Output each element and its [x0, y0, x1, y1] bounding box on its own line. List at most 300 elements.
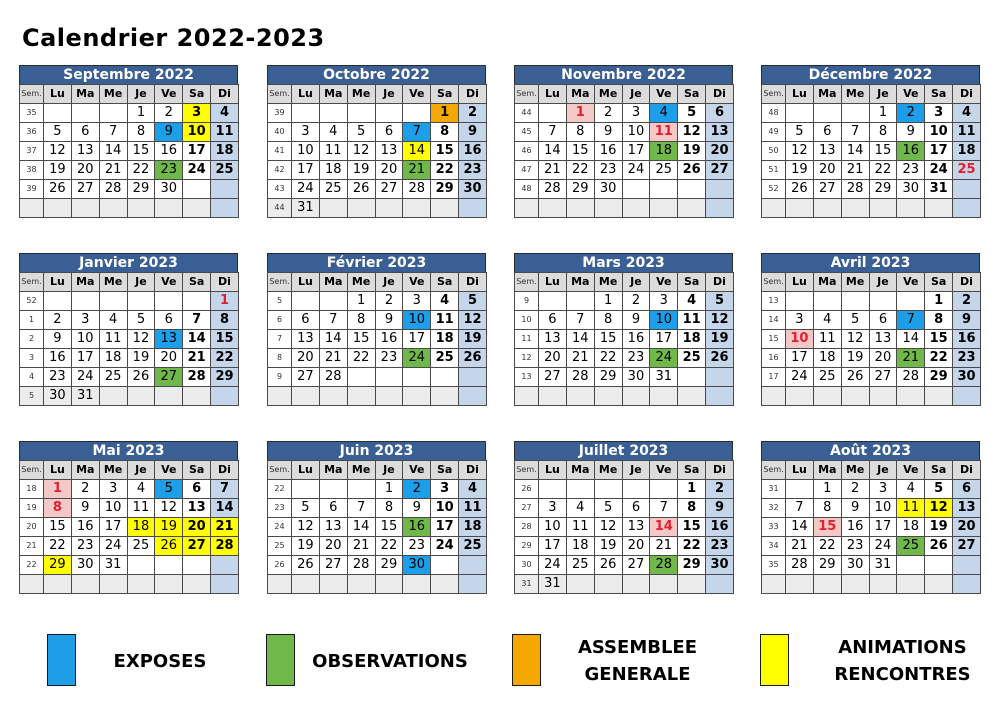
week-number: 31: [515, 575, 539, 594]
month-title: Avril 2023: [761, 253, 980, 272]
day-cell: [347, 575, 375, 594]
day-cell: 30: [841, 556, 869, 575]
week-number-header: Sem.: [762, 85, 786, 104]
weekday-header-je: Je: [127, 85, 155, 104]
day-cell: 27: [183, 537, 211, 556]
day-cell: 21: [566, 349, 594, 368]
day-cell: 16: [403, 518, 431, 537]
weekday-header-row: [762, 273, 981, 292]
day-cell: 19: [44, 161, 72, 180]
week-number: 35: [762, 556, 786, 575]
day-cell: [459, 368, 487, 387]
week-row: [20, 123, 239, 142]
day-cell: [813, 575, 841, 594]
week-number: 36: [20, 123, 44, 142]
week-row: [762, 499, 981, 518]
day-cell: 16: [706, 518, 734, 537]
day-cell: 1: [431, 104, 459, 123]
week-row: [762, 349, 981, 368]
day-cell: 11: [99, 330, 127, 349]
weekday-header-je: Je: [375, 461, 403, 480]
weekday-header-row: [268, 273, 487, 292]
weekday-header-sa: Sa: [431, 461, 459, 480]
weekday-header-ve: Ve: [155, 85, 183, 104]
day-cell: 12: [678, 123, 706, 142]
day-cell: 6: [292, 311, 320, 330]
month-grid: [761, 460, 981, 594]
day-cell: 6: [539, 311, 567, 330]
month-calendar: [19, 253, 238, 406]
day-cell: 25: [566, 556, 594, 575]
day-cell: 9: [622, 311, 650, 330]
day-cell: 8: [925, 311, 953, 330]
day-cell: [99, 292, 127, 311]
day-cell: 10: [869, 499, 897, 518]
weekday-header-sa: Sa: [925, 85, 953, 104]
day-cell: 27: [292, 368, 320, 387]
week-number: [268, 387, 292, 406]
month-calendar: [514, 253, 733, 406]
day-cell: 15: [925, 330, 953, 349]
week-number-header: Sem.: [515, 461, 539, 480]
day-cell: 29: [678, 556, 706, 575]
day-cell: [706, 199, 734, 218]
day-cell: 27: [622, 556, 650, 575]
week-number-header: Sem.: [20, 273, 44, 292]
week-row: [20, 180, 239, 199]
day-cell: 4: [566, 499, 594, 518]
day-cell: [678, 575, 706, 594]
month-title: Mai 2023: [19, 441, 238, 460]
day-cell: 1: [678, 480, 706, 499]
day-cell: 11: [211, 123, 239, 142]
week-number: 7: [268, 330, 292, 349]
day-cell: 24: [99, 537, 127, 556]
week-number: 39: [268, 104, 292, 123]
week-row: [268, 330, 487, 349]
day-cell: 26: [594, 556, 622, 575]
day-cell: [183, 575, 211, 594]
day-cell: 26: [678, 161, 706, 180]
weekday-header-ma: Ma: [319, 85, 347, 104]
day-cell: 30: [155, 180, 183, 199]
weekday-header-me: Me: [99, 273, 127, 292]
day-cell: [155, 575, 183, 594]
day-cell: 10: [925, 123, 953, 142]
day-cell: 14: [841, 142, 869, 161]
day-cell: 4: [319, 123, 347, 142]
weekday-header-lu: Lu: [539, 461, 567, 480]
weekday-header-ma: Ma: [566, 273, 594, 292]
weekday-header-lu: Lu: [292, 85, 320, 104]
day-cell: 17: [869, 518, 897, 537]
day-cell: [403, 104, 431, 123]
day-cell: [706, 180, 734, 199]
day-cell: 1: [375, 480, 403, 499]
day-cell: [99, 575, 127, 594]
weekday-header-je: Je: [375, 273, 403, 292]
week-number-header: Sem.: [20, 461, 44, 480]
day-cell: [566, 199, 594, 218]
day-cell: 30: [403, 556, 431, 575]
weekday-header-lu: Lu: [786, 85, 814, 104]
day-cell: [211, 556, 239, 575]
day-cell: 15: [869, 142, 897, 161]
day-cell: 9: [897, 123, 925, 142]
day-cell: 4: [99, 311, 127, 330]
legend-label: ANIMATIONS RENCONTRES: [834, 637, 971, 685]
day-cell: [566, 292, 594, 311]
day-cell: [403, 387, 431, 406]
day-cell: 15: [594, 330, 622, 349]
day-cell: 19: [678, 142, 706, 161]
day-cell: 8: [44, 499, 72, 518]
week-number: 22: [20, 556, 44, 575]
day-cell: [71, 575, 99, 594]
day-cell: 10: [786, 330, 814, 349]
week-number: 16: [762, 349, 786, 368]
week-number: 22: [268, 480, 292, 499]
day-cell: 3: [786, 311, 814, 330]
day-cell: 8: [127, 123, 155, 142]
week-row: [20, 349, 239, 368]
day-cell: 16: [375, 330, 403, 349]
week-row: [20, 368, 239, 387]
day-cell: [347, 368, 375, 387]
day-cell: 1: [127, 104, 155, 123]
day-cell: 12: [459, 311, 487, 330]
day-cell: 21: [403, 161, 431, 180]
day-cell: 7: [211, 480, 239, 499]
day-cell: [431, 199, 459, 218]
day-cell: 20: [953, 518, 981, 537]
day-cell: [622, 480, 650, 499]
day-cell: [678, 199, 706, 218]
day-cell: [127, 556, 155, 575]
weekday-header-di: Di: [953, 461, 981, 480]
day-cell: 27: [869, 368, 897, 387]
day-cell: [319, 104, 347, 123]
day-cell: 27: [539, 368, 567, 387]
day-cell: 7: [539, 123, 567, 142]
day-cell: [459, 575, 487, 594]
day-cell: 29: [375, 556, 403, 575]
day-cell: 30: [622, 368, 650, 387]
day-cell: 28: [650, 556, 678, 575]
day-cell: 2: [622, 292, 650, 311]
weekday-header-lu: Lu: [539, 273, 567, 292]
weekday-header-row: [268, 461, 487, 480]
week-number: 35: [20, 104, 44, 123]
weekday-header-lu: Lu: [44, 273, 72, 292]
day-cell: [155, 387, 183, 406]
day-cell: 26: [292, 556, 320, 575]
day-cell: 20: [375, 161, 403, 180]
day-cell: [319, 480, 347, 499]
month-grid: [267, 272, 487, 406]
week-number-header: Sem.: [20, 85, 44, 104]
day-cell: 25: [459, 537, 487, 556]
month-grid: [267, 460, 487, 594]
day-cell: 5: [678, 104, 706, 123]
week-row: [268, 349, 487, 368]
week-number-header: Sem.: [268, 461, 292, 480]
weekday-header-je: Je: [375, 85, 403, 104]
week-row: [762, 537, 981, 556]
day-cell: 11: [953, 123, 981, 142]
day-cell: [622, 199, 650, 218]
legend-swatch: [266, 634, 295, 686]
weekday-header-me: Me: [347, 461, 375, 480]
day-cell: 2: [594, 104, 622, 123]
day-cell: 22: [566, 161, 594, 180]
day-cell: 3: [71, 311, 99, 330]
day-cell: 25: [431, 349, 459, 368]
month-calendar: [267, 253, 486, 406]
weekday-header-di: Di: [953, 273, 981, 292]
month-grid: [514, 460, 734, 594]
day-cell: 6: [813, 123, 841, 142]
day-cell: 7: [566, 311, 594, 330]
day-cell: 27: [71, 180, 99, 199]
month-title: Novembre 2022: [514, 65, 733, 84]
month-calendar: [514, 441, 733, 594]
day-cell: 17: [99, 518, 127, 537]
day-cell: 8: [375, 499, 403, 518]
week-row: [268, 311, 487, 330]
week-number: 23: [268, 499, 292, 518]
week-row: [20, 142, 239, 161]
day-cell: [99, 104, 127, 123]
week-number: 49: [762, 123, 786, 142]
day-cell: [211, 180, 239, 199]
day-cell: 6: [319, 499, 347, 518]
day-cell: 25: [127, 537, 155, 556]
day-cell: 19: [347, 161, 375, 180]
day-cell: 3: [925, 104, 953, 123]
weekday-header-row: [20, 273, 239, 292]
week-row: [515, 518, 734, 537]
week-number: [268, 575, 292, 594]
week-number: 4: [20, 368, 44, 387]
weekday-header-me: Me: [99, 85, 127, 104]
day-cell: 16: [953, 330, 981, 349]
day-cell: 10: [71, 330, 99, 349]
week-row: [762, 518, 981, 537]
weekday-header-ve: Ve: [897, 273, 925, 292]
week-number: [515, 199, 539, 218]
day-cell: 29: [127, 180, 155, 199]
weekday-header-je: Je: [622, 273, 650, 292]
day-cell: 25: [319, 180, 347, 199]
day-cell: 22: [925, 349, 953, 368]
day-cell: [813, 292, 841, 311]
day-cell: 19: [292, 537, 320, 556]
day-cell: [319, 292, 347, 311]
day-cell: 1: [347, 292, 375, 311]
week-row: [20, 556, 239, 575]
day-cell: 17: [183, 142, 211, 161]
week-row: [515, 349, 734, 368]
day-cell: 13: [183, 499, 211, 518]
day-cell: 18: [678, 330, 706, 349]
day-cell: 5: [155, 480, 183, 499]
month-calendar: [761, 253, 980, 406]
day-cell: 30: [953, 368, 981, 387]
week-row: [268, 142, 487, 161]
day-cell: 27: [375, 180, 403, 199]
day-cell: 13: [539, 330, 567, 349]
week-number: [762, 387, 786, 406]
week-row: [20, 199, 239, 218]
day-cell: 17: [650, 330, 678, 349]
day-cell: 24: [622, 161, 650, 180]
day-cell: 23: [594, 161, 622, 180]
day-cell: 12: [127, 330, 155, 349]
day-cell: 5: [127, 311, 155, 330]
day-cell: 11: [897, 499, 925, 518]
week-row: [268, 556, 487, 575]
weekday-header-di: Di: [211, 85, 239, 104]
day-cell: 6: [706, 104, 734, 123]
day-cell: 18: [99, 349, 127, 368]
day-cell: 13: [622, 518, 650, 537]
legend-label: ASSEMBLEE GENERALE: [577, 637, 698, 685]
day-cell: [706, 368, 734, 387]
week-row: [762, 180, 981, 199]
day-cell: 6: [622, 499, 650, 518]
day-cell: 15: [127, 142, 155, 161]
day-cell: 5: [347, 123, 375, 142]
weekday-header-je: Je: [869, 461, 897, 480]
week-number: 28: [515, 518, 539, 537]
weekday-header-ma: Ma: [813, 461, 841, 480]
day-cell: 28: [211, 537, 239, 556]
day-cell: [953, 387, 981, 406]
week-number: 39: [20, 180, 44, 199]
week-row: [268, 161, 487, 180]
day-cell: 20: [622, 537, 650, 556]
week-row: [268, 537, 487, 556]
weekday-header-me: Me: [594, 273, 622, 292]
day-cell: 19: [925, 518, 953, 537]
day-cell: [375, 368, 403, 387]
week-number: 18: [20, 480, 44, 499]
week-row: [762, 368, 981, 387]
day-cell: [786, 104, 814, 123]
day-cell: 6: [869, 311, 897, 330]
week-row: [268, 180, 487, 199]
weekday-header-ve: Ve: [155, 461, 183, 480]
week-number: 9: [515, 292, 539, 311]
weekday-header-di: Di: [706, 273, 734, 292]
week-row: [515, 330, 734, 349]
week-row: [762, 142, 981, 161]
day-cell: 3: [869, 480, 897, 499]
weekday-header-ma: Ma: [566, 461, 594, 480]
day-cell: 18: [319, 161, 347, 180]
legend-swatch: [512, 634, 541, 686]
day-cell: 8: [431, 123, 459, 142]
week-number: 6: [268, 311, 292, 330]
day-cell: 6: [71, 123, 99, 142]
weekday-header-me: Me: [841, 85, 869, 104]
week-row: [268, 123, 487, 142]
day-cell: 12: [841, 330, 869, 349]
week-row: [20, 499, 239, 518]
day-cell: 3: [99, 480, 127, 499]
month-calendar: [19, 441, 238, 594]
day-cell: [127, 575, 155, 594]
day-cell: 14: [539, 142, 567, 161]
day-cell: 2: [71, 480, 99, 499]
day-cell: 21: [650, 537, 678, 556]
day-cell: 4: [211, 104, 239, 123]
weekday-header-ve: Ve: [650, 85, 678, 104]
day-cell: [813, 199, 841, 218]
week-number: 32: [762, 499, 786, 518]
month-title: Octobre 2022: [267, 65, 486, 84]
day-cell: [925, 199, 953, 218]
day-cell: 12: [347, 142, 375, 161]
day-cell: 27: [953, 537, 981, 556]
day-cell: [650, 180, 678, 199]
day-cell: 29: [566, 180, 594, 199]
week-row: [268, 199, 487, 218]
day-cell: [347, 480, 375, 499]
day-cell: 31: [292, 199, 320, 218]
weekday-header-row: [20, 461, 239, 480]
day-cell: 9: [459, 123, 487, 142]
day-cell: 8: [678, 499, 706, 518]
month-grid: [19, 460, 239, 594]
week-number: 8: [268, 349, 292, 368]
day-cell: 15: [44, 518, 72, 537]
day-cell: [211, 199, 239, 218]
day-cell: 12: [706, 311, 734, 330]
week-number: 24: [268, 518, 292, 537]
day-cell: 27: [813, 180, 841, 199]
week-number: 37: [20, 142, 44, 161]
day-cell: 25: [678, 349, 706, 368]
day-cell: 9: [841, 499, 869, 518]
day-cell: 31: [71, 387, 99, 406]
day-cell: 24: [925, 161, 953, 180]
week-number-header: Sem.: [515, 273, 539, 292]
week-row: [515, 161, 734, 180]
day-cell: [622, 387, 650, 406]
weekday-header-sa: Sa: [925, 273, 953, 292]
day-cell: 3: [403, 292, 431, 311]
week-number-header: Sem.: [515, 85, 539, 104]
weekday-header-ve: Ve: [897, 461, 925, 480]
week-row: [20, 104, 239, 123]
week-number: 45: [515, 123, 539, 142]
day-cell: 8: [594, 311, 622, 330]
weekday-header-lu: Lu: [292, 273, 320, 292]
day-cell: 10: [99, 499, 127, 518]
day-cell: 20: [706, 142, 734, 161]
day-cell: [183, 199, 211, 218]
day-cell: 22: [375, 537, 403, 556]
day-cell: [44, 575, 72, 594]
day-cell: [431, 556, 459, 575]
day-cell: 1: [925, 292, 953, 311]
day-cell: 26: [459, 349, 487, 368]
week-row: [20, 161, 239, 180]
day-cell: [347, 199, 375, 218]
day-cell: 29: [211, 368, 239, 387]
